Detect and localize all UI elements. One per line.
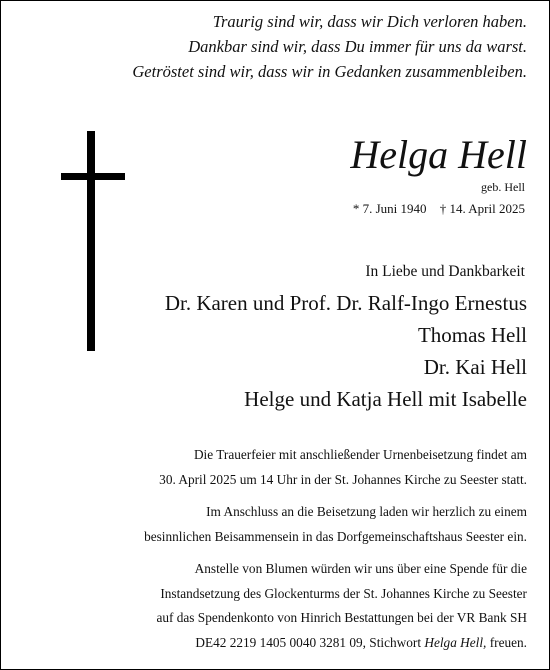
mourner-4: Helge und Katja Hell mit Isabelle <box>244 387 527 411</box>
verse-line-1: Traurig sind wir, dass wir Dich verloren haben. <box>212 12 527 31</box>
donation-line-2: Instandsetzung des Glockenturms der St. Johannes Kirche zu Seester <box>160 585 527 601</box>
donation-line-4 <box>17 631 527 656</box>
funeral-line-2: 30. April 2025 um 14 Uhr in der St. Johannes Kirche zu Seester statt. <box>159 471 527 487</box>
mourner-1: Dr. Karen und Prof. Dr. Ralf-Ingo Ernestus <box>164 291 527 315</box>
gathering-line-1: Im Anschluss an die Beisetzung laden wir herzlich zu einem <box>206 504 527 519</box>
gathering-line-2: besinnlichen Beisammensein in das Dorfgemeinschaftshaus Seester ein. <box>144 528 527 544</box>
death-date: † 14. April 2025 <box>439 201 525 216</box>
maiden-name: geb. Hell <box>481 180 525 194</box>
mourners-intro: In Liebe und Dankbarkeit <box>365 263 525 280</box>
donation-keyword: Helga Hell, <box>424 634 487 650</box>
mourners-list <box>17 287 527 415</box>
verse-line-2: Dankbar sind wir, dass Du immer für uns da warst. <box>188 37 527 56</box>
life-dates <box>343 200 525 218</box>
donation-line-1: Anstelle von Blumen würden wir uns über eine Spende für die <box>194 561 527 576</box>
funeral-notice <box>17 443 527 492</box>
notices <box>17 443 527 655</box>
donation-line-3: auf das Spendenkonto von Hinrich Bestattungen bei der VR Bank SH <box>156 610 527 625</box>
birth-date: * 7. Juni 1940 <box>352 201 427 216</box>
deceased-name: Helga Hell <box>350 132 527 177</box>
donation-closing: freuen. <box>486 634 527 650</box>
donation-notice <box>17 557 527 655</box>
memorial-verse <box>27 9 527 84</box>
donation-account: DE42 2219 1405 0040 3281 09, Stichwort <box>195 634 425 650</box>
mourner-2: Thomas Hell <box>417 323 527 347</box>
gathering-notice <box>17 500 527 549</box>
verse-line-3: Getröstet sind wir, dass wir in Gedanken zusammenbleiben. <box>132 62 527 81</box>
mourner-3: Dr. Kai Hell <box>423 355 527 379</box>
funeral-line-1: Die Trauerfeier mit anschließender Urnenbeisetzung findet am <box>193 447 527 462</box>
